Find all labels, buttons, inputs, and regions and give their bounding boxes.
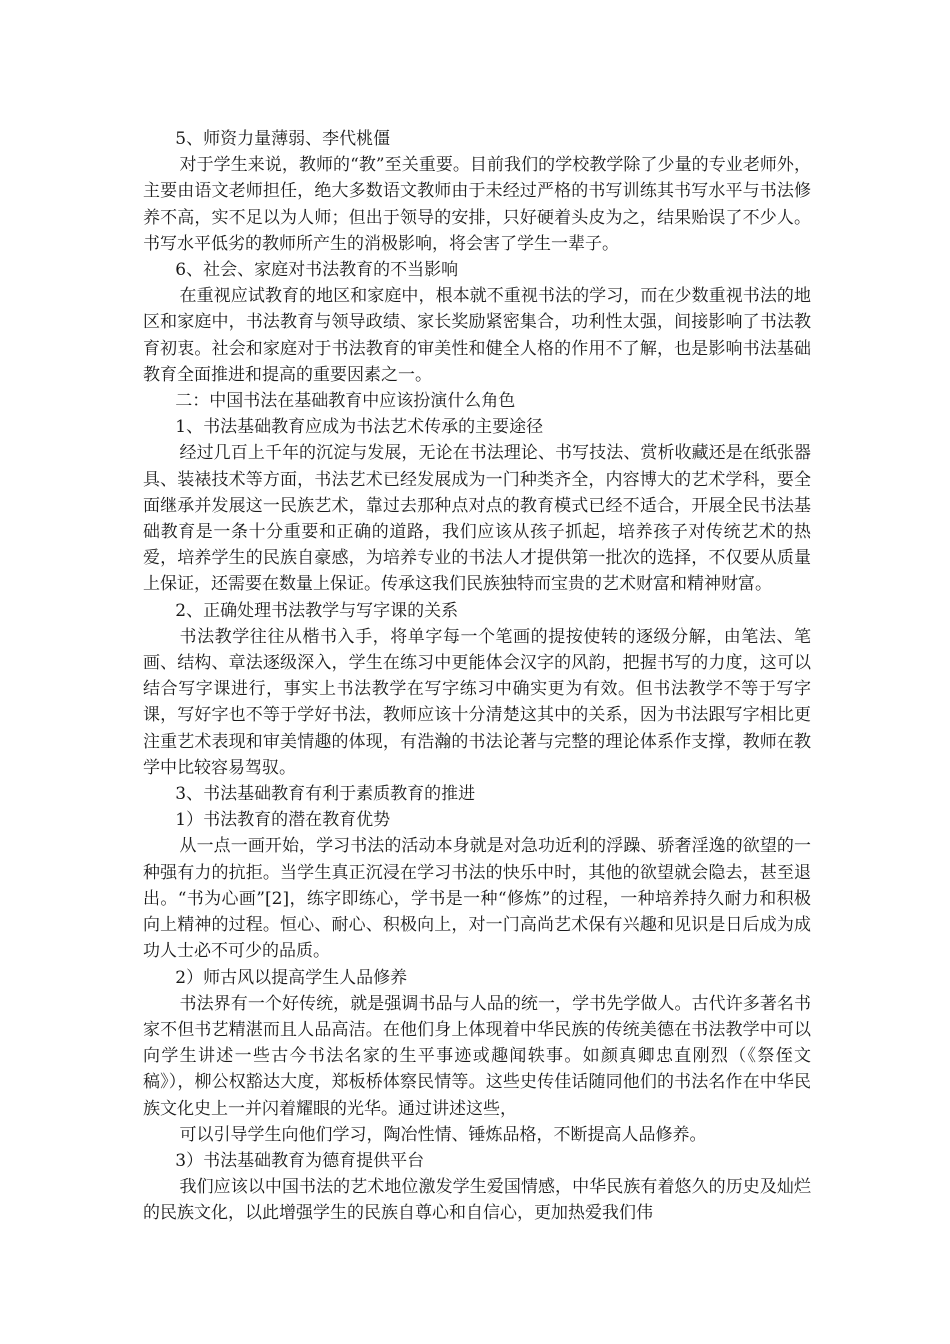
body-paragraph: 书法教学往往从楷书入手，将单字每一个笔画的提按使转的逐级分解，由笔法、笔画、结构、章法逐级深入，学生在练习中更能体会汉字的风韵，把握书写的力度，这可以结合写字课进行，事实上书法教学在写字练习中确实更为有效。但书法教学不等于写字课，写好字也不等于学好书法，教师应该十分清楚这其中的关系，因为书法跟写字相比更注重艺术表现和审美情趣的体现，有浩瀚的书法论著与完整的理论体系作支撑，教师在教学中比较容易驾驭。 — [143, 626, 811, 778]
body-paragraph: 经过几百上千年的沉淀与发展，无论在书法理论、书写技法、赏析收藏还是在纸张器具、装裱技术等方面，书法艺术已经发展成为一门种类齐全，内容博大的艺术学科，要全面继承并发展这一民族艺术，靠过去那种点对点的教育模式已经不适合，开展全民书法基础教育是一条十分重要和正确的道路，我们应该从孩子抓起，培养孩子对传统艺术的热爱，培养学生的民族自豪感，为培养专业的书法人才提供第一批次的选择，不仅要从质量上保证，还需要在数量上保证。传承这我们民族独特而宝贵的艺术财富和精神财富。 — [143, 443, 811, 595]
subsection-heading: 3）书法基础教育为德育提供平台 — [175, 1150, 425, 1171]
body-paragraph: 可以引导学生向他们学习，陶冶性情、锤炼品格，不断提高人品修养。 — [179, 1124, 707, 1145]
subsection-heading: 2）师古风以提高学生人品修养 — [175, 967, 408, 988]
section-heading: 2、正确处理书法教学与写字课的关系 — [175, 600, 459, 621]
body-paragraph: 从一点一画开始，学习书法的活动本身就是对急功近利的浮躁、骄奢淫逸的欲望的一种强有力的抗拒。当学生真正沉浸在学习书法的快乐中时，其他的欲望就会隐去，甚至退出。“书为心画”[2]，练字即练心，学书是一种“修炼”的过程，一种培养持久耐力和积极向上精神的过程。恒心、耐心、积极向上，对一门高尚艺术保有兴趣和见识是日后成为成功人士必不可少的品质。 — [143, 836, 811, 962]
body-paragraph: 对于学生来说，教师的“教”至关重要。目前我们的学校教学除了少量的专业老师外，主要由语文老师担任，绝大多数语文教师由于未经过严格的书写训练其书写水平与书法修养不高，实不足以为人师；但出于领导的安排，只好硬着头皮为之，结果贻误了不少人。书写水平低劣的教师所产生的消极影响，将会害了学生一辈子。 — [143, 155, 811, 254]
subsection-heading: 1）书法教育的潜在教育优势 — [175, 810, 391, 831]
chapter-heading: 二：中国书法在基础教育中应该扮演什么角色 — [175, 391, 516, 412]
body-paragraph: 书法界有一个好传统，就是强调书品与人品的统一，学书先学做人。古代许多著名书家不但书艺精湛而且人品高洁。在他们身上体现着中华民族的传统美德在书法教学中可以向学生讲述一些古今书法名家的生平事迹或趣闻轶事。如颜真卿忠直刚烈（《祭侄文稿》），柳公权豁达大度，郑板桥体察民情等。这些史传佳话随同他们的书法名作在中华民族文化史上一并闪着耀眼的光华。通过讲述这些， — [143, 993, 811, 1119]
section-heading: 6、社会、家庭对书法教育的不当影响 — [175, 260, 459, 281]
body-paragraph: 在重视应试教育的地区和家庭中，根本就不重视书法的学习，而在少数重视书法的地区和家庭中，书法教育与领导政绩、家长奖励紧密集合，功利性太强，间接影响了书法教育初衷。社会和家庭对于书法教育的审美性和健全人格的作用不了解，也是影响书法基础教育全面推进和提高的重要因素之一。 — [143, 286, 811, 385]
body-paragraph: 我们应该以中国书法的艺术地位激发学生爱国情感，中华民族有着悠久的历史及灿烂的民族文化，以此增强学生的民族自尊心和自信心，更加热爱我们伟 — [143, 1177, 811, 1224]
section-heading: 1、书法基础教育应成为书法艺术传承的主要途径 — [175, 417, 544, 438]
section-heading: 5、师资力量薄弱、李代桃僵 — [175, 129, 391, 149]
section-heading: 3、书法基础教育有利于素质教育的推进 — [175, 784, 476, 805]
document-body — [143, 126, 811, 1227]
